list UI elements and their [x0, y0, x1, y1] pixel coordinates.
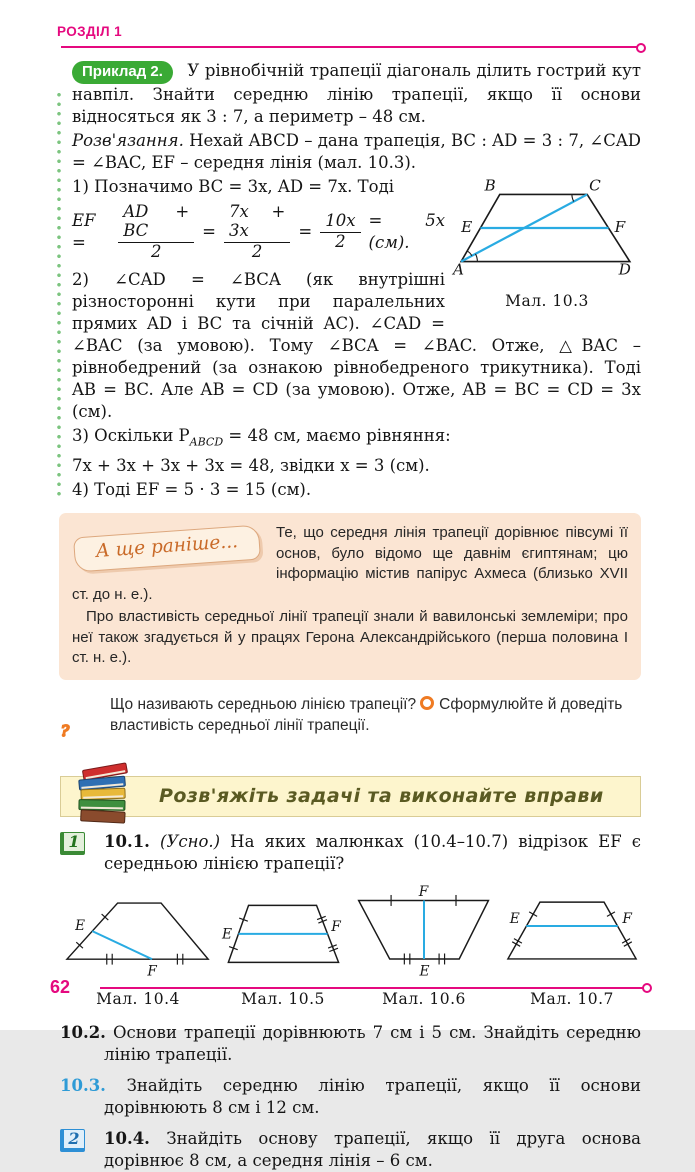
solution-intro	[72, 130, 641, 174]
solution-lead: Розв'язання.	[72, 131, 184, 150]
example-statement	[72, 60, 641, 128]
problem-mode: (Усно.)	[160, 831, 221, 851]
example-block	[57, 60, 641, 501]
label-E: E	[419, 963, 430, 980]
figure-10-3	[453, 178, 641, 312]
history-paragraph-2: Про властивість середньої лінії трапеції знали й вавилонські землеміри; про неї також згадується й у працях Герона Александрійського (перша половина I ст. н. е.).	[72, 608, 628, 667]
question-2: Сформулюйте й доведіть властивість середньої лінії трапеції.	[110, 695, 623, 734]
figure-10-7-caption: Мал. 10.7	[530, 989, 614, 1008]
fraction-1: $\frac{AD + BC}{2}$	[118, 203, 194, 262]
figure-10-6-caption: Мал. 10.6	[382, 989, 466, 1008]
example-badge: Приклад 2.	[72, 61, 173, 84]
exercises-banner-title: Розв'яжіть задачі та виконайте вправи	[159, 784, 604, 807]
problem-10-4	[60, 1128, 641, 1172]
figure-10-4-caption: Мал. 10.4	[96, 989, 180, 1008]
problem-text: Основи трапеції дорівнюють 7 см і 5 см. Знайдіть середню лінію трапеції.	[104, 1022, 641, 1064]
solution-step3: 3) Оскільки $P_{ABCD} = 48$ см, маємо рівняння:	[72, 425, 451, 449]
problems-list	[60, 831, 641, 1172]
history-box	[59, 513, 641, 680]
formula-lhs: EF =	[72, 211, 96, 253]
trapezoid-diagram-10-6	[353, 884, 495, 980]
history-paragraph-1: Те, що середня лінія трапеції дорівнює півсумі її основ, було відомо ще давнім єгиптянам; цю інформацію містив папірус Ахмеса (близько XVII ст. до н. е.).	[72, 524, 628, 603]
label-F: F	[614, 218, 626, 237]
bullet-ring-icon	[420, 696, 434, 710]
trapezoid-diagram-10-4	[63, 894, 213, 980]
label-E: E	[75, 917, 86, 934]
fraction-2: $\frac{7x + 3x}{2}$	[224, 203, 290, 262]
questions-text	[110, 694, 641, 756]
solution-step4: 4) Тоді EF = 5 · 3 = 15 (см).	[72, 480, 312, 500]
solution-intro-text: Нехай ABCD – дана трапеція, BC : AD = 3 : 7, ∠CAD = ∠BAC, EF – середня лінія (мал. 10.3).	[72, 131, 641, 172]
label-F: F	[147, 963, 157, 980]
solution-step1: 1) Позначимо BC = 3x, AD = 7x. Тоді	[72, 177, 395, 196]
example-statement-text: У рівнобічній трапеції діагональ ділить гострий кут навпіл. Знайти середню лінію трапеції, якщо її основи відносяться як 3 : 7, а периметр – 48 см.	[72, 61, 641, 126]
header-rule	[61, 46, 639, 48]
problem-text: Знайдіть основу трапеції, якщо її друга основа дорівнює 8 см, а середня лінія – 6 см.	[104, 1128, 641, 1170]
solution-step3-equation: 7x + 3x + 3x + 3x = 48, звідки x = 3 (см).	[72, 456, 430, 476]
problem-number: 10.3.	[60, 1075, 106, 1095]
questions-block	[57, 694, 641, 756]
midline-formula: EF = $\frac{AD + BC}{2}$ = $\frac{7x + 3x}{2}$ = $\frac{10x}{2}$ = 5x (см).	[72, 202, 445, 261]
level-2-badge: 2	[60, 1129, 85, 1152]
label-A: A	[453, 260, 465, 279]
books-stack-icon	[67, 762, 139, 833]
label-B: B	[484, 176, 496, 195]
page-footer	[50, 977, 645, 998]
problem-text: Знайдіть середню лінію трапеції, якщо її основи дорівнюють 8 см і 12 см.	[104, 1075, 641, 1117]
label-F: F	[331, 918, 341, 935]
label-E: E	[221, 926, 233, 943]
trapezoid-diagram-10-7	[503, 893, 641, 980]
label-F: F	[418, 883, 429, 900]
label-F: F	[622, 910, 632, 927]
svg-text:?: ?	[61, 721, 70, 740]
figure-10-3-caption: Мал. 10.3	[505, 292, 589, 310]
problem-10-3	[60, 1075, 641, 1119]
trapezoid-diagram-10-5	[221, 896, 345, 980]
label-D: D	[618, 260, 631, 279]
solution-step2: 2) ∠CAD = ∠BCA (як внутрішні різносторонні кути при паралельних прямих AD і BC та січній AC). ∠CAD = ∠BAC (за умовою). Тому ∠BCA = ∠BAC. Отже, △BAC – рівнобедрений (за ознакою рівнобедреного трикутника). Тоді AB = BC. Але AB = CD (за умовою). Отже, AB = BC = CD = 3x (см).	[72, 269, 641, 421]
problem-number: 10.2.	[60, 1022, 106, 1042]
question-mark-icon	[57, 694, 97, 756]
history-ribbon-text: А ще раніше...	[95, 531, 239, 563]
exercises-banner	[60, 776, 641, 817]
fraction-3: $\frac{10x}{2}$	[320, 212, 360, 252]
chapter-label: РОЗДІЛ 1	[57, 24, 123, 39]
trapezoid-diagram-10-3	[453, 178, 641, 282]
page-number: 62	[50, 977, 71, 997]
problem-number: 10.4.	[104, 1128, 150, 1148]
problem-10-1	[60, 831, 641, 875]
question-1: Що називають середньою лінією трапеції?	[110, 695, 417, 713]
label-C: C	[589, 176, 601, 195]
figure-10-5-caption: Мал. 10.5	[241, 989, 325, 1008]
label-E: E	[509, 910, 520, 927]
level-1-badge: 1	[60, 832, 85, 855]
label-E: E	[461, 218, 473, 237]
problem-text: На яких малюнках (10.4–10.7) відрізок EF є середньою лінією трапеції?	[104, 831, 641, 873]
formula-result: = 5x (см).	[368, 211, 445, 253]
footer-rule	[100, 987, 645, 989]
problem-10-2	[60, 1022, 641, 1066]
problem-number: 10.1.	[104, 831, 150, 851]
